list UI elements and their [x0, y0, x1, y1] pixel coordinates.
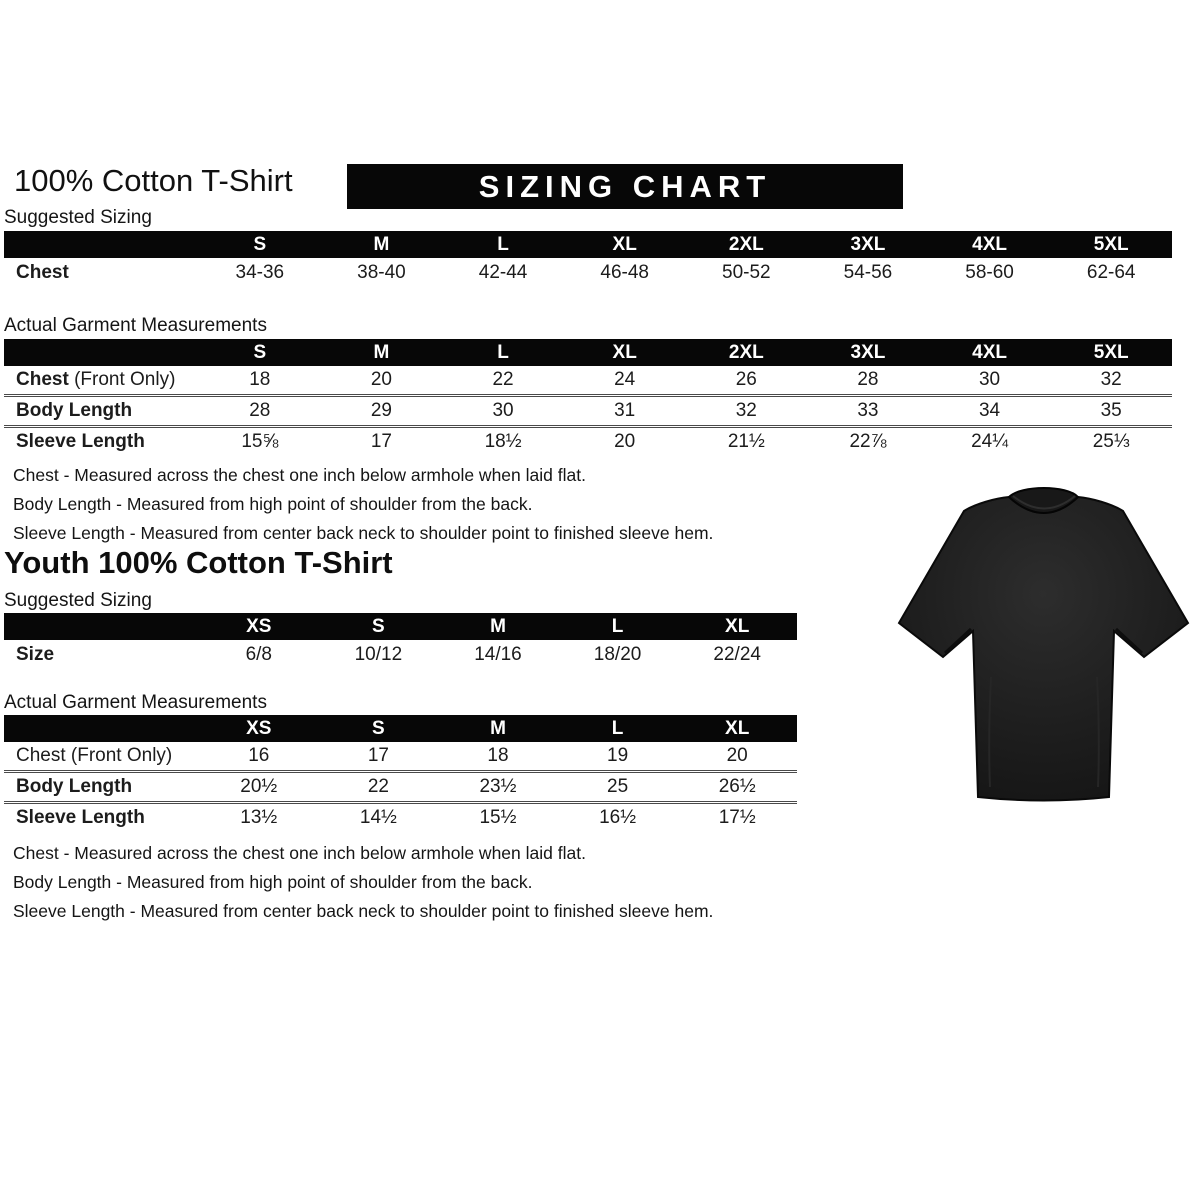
adult-actual-measurements-label: Actual Garment Measurements	[4, 315, 267, 336]
note-body-length: Body Length - Measured from high point of shoulder from the back.	[13, 494, 533, 514]
adult-actual-measurements-table	[4, 339, 1172, 456]
cell: 29	[321, 396, 443, 427]
cell: 16	[248, 745, 270, 766]
corner-cell	[4, 613, 199, 640]
cell: 28	[199, 396, 321, 427]
cell: 34-36	[235, 262, 285, 283]
cell: 26	[735, 369, 757, 390]
cell: 32	[1100, 369, 1122, 390]
table-row	[4, 258, 1172, 288]
column-header: M	[438, 613, 558, 640]
table-header-row	[4, 231, 1172, 258]
table-row-sleeve-length	[4, 803, 797, 833]
column-header: 3XL	[807, 339, 929, 366]
sizing-chart-banner	[347, 164, 903, 209]
corner-cell	[4, 339, 199, 366]
cell: 20½	[199, 772, 319, 803]
column-header: XL	[677, 715, 797, 742]
cell: 22/24	[713, 644, 761, 665]
cell: 20	[726, 745, 748, 766]
cell: 15½	[438, 803, 558, 833]
note-sleeve-length: Sleeve Length - Measured from center back neck to shoulder point to finished sleeve hem.	[13, 901, 714, 921]
cell: 21½	[686, 427, 808, 457]
youth-measurement-notes	[13, 839, 713, 926]
cell: 19	[607, 745, 629, 766]
note-chest: Chest - Measured across the chest one inch below armhole when laid flat.	[13, 465, 586, 485]
tshirt-body	[899, 497, 1188, 801]
row-label: Chest	[16, 262, 69, 283]
table-row-body-length	[4, 772, 797, 803]
table-header-row	[4, 339, 1172, 366]
cell: 22	[319, 772, 439, 803]
column-header: XS	[199, 613, 319, 640]
corner-cell	[4, 231, 199, 258]
cell: 17	[367, 745, 389, 766]
youth-suggested-sizing-label: Suggested Sizing	[4, 590, 152, 611]
cell: 25	[558, 772, 678, 803]
cell: 26½	[677, 772, 797, 803]
column-header: 2XL	[686, 231, 808, 258]
cell: 24	[614, 369, 636, 390]
cell: 14/16	[474, 644, 522, 665]
cell: 25⅓	[1050, 427, 1172, 457]
row-label: Sleeve Length	[4, 803, 199, 833]
youth-actual-measurements-table	[4, 715, 797, 832]
column-header: L	[558, 613, 678, 640]
note-chest: Chest - Measured across the chest one inch below armhole when laid flat.	[13, 843, 586, 863]
adult-title: 100% Cotton T-Shirt	[14, 163, 293, 198]
column-header: 4XL	[929, 231, 1051, 258]
table-row-chest	[4, 742, 797, 772]
cell: 18½	[442, 427, 564, 457]
cell: 28	[857, 369, 879, 390]
cell: 46-48	[600, 262, 649, 283]
column-header: XL	[677, 613, 797, 640]
cell: 62-64	[1086, 262, 1136, 283]
column-header: M	[321, 231, 443, 258]
table-header-row	[4, 715, 797, 742]
column-header: 3XL	[807, 231, 929, 258]
cell: 6/8	[245, 644, 272, 665]
column-header: M	[321, 339, 443, 366]
column-header: L	[558, 715, 678, 742]
note-body-length: Body Length - Measured from high point of shoulder from the back.	[13, 872, 533, 892]
cell: 38-40	[357, 262, 406, 283]
cell: 23½	[438, 772, 558, 803]
cell: 30	[978, 369, 1001, 390]
adult-suggested-sizing-table	[4, 231, 1172, 288]
cell: 14½	[319, 803, 439, 833]
youth-actual-measurements-label: Actual Garment Measurements	[4, 692, 267, 713]
row-label: Sleeve Length	[4, 427, 199, 457]
row-label: Body Length	[4, 396, 199, 427]
cell: 15⅝	[199, 427, 321, 457]
adult-suggested-sizing-label: Suggested Sizing	[4, 207, 152, 228]
note-sleeve-length: Sleeve Length - Measured from center back neck to shoulder point to finished sleeve hem.	[13, 523, 714, 543]
column-header: 4XL	[929, 339, 1051, 366]
cell: 24¼	[929, 427, 1051, 457]
youth-suggested-sizing-table	[4, 613, 797, 670]
youth-title: Youth 100% Cotton T-Shirt	[4, 545, 393, 580]
cell: 50-52	[722, 262, 771, 283]
cell: 35	[1050, 396, 1172, 427]
cell: 17½	[677, 803, 797, 833]
column-header: S	[199, 231, 321, 258]
adult-measurement-notes	[13, 461, 713, 548]
cell: 22⅞	[807, 427, 929, 457]
cell: 22	[492, 369, 514, 390]
cell: 54-56	[843, 262, 893, 283]
cell: 20	[370, 369, 392, 390]
cell: 17	[321, 427, 443, 457]
column-header: L	[442, 339, 564, 366]
column-header: S	[319, 715, 439, 742]
column-header: XL	[564, 339, 686, 366]
cell: 31	[564, 396, 686, 427]
tshirt-image	[891, 477, 1197, 807]
cell: 32	[686, 396, 808, 427]
table-row-size	[4, 640, 797, 670]
sizing-chart-banner-label: SIZING CHART	[478, 168, 772, 204]
column-header: L	[442, 231, 564, 258]
cell: 33	[807, 396, 929, 427]
table-row-body-length	[4, 396, 1172, 427]
cell: 18	[487, 745, 509, 766]
column-header: XS	[199, 715, 319, 742]
column-header: XL	[564, 231, 686, 258]
column-header: M	[438, 715, 558, 742]
cell: 58-60	[965, 262, 1014, 283]
cell: 30	[442, 396, 564, 427]
column-header: 2XL	[686, 339, 808, 366]
cell: 13½	[199, 803, 319, 833]
column-header: 5XL	[1050, 231, 1172, 258]
cell: 16½	[558, 803, 678, 833]
corner-cell	[4, 715, 199, 742]
cell: 42-44	[478, 262, 528, 283]
column-header: S	[199, 339, 321, 366]
row-label: Chest (Front Only)	[16, 369, 176, 390]
column-header: 5XL	[1050, 339, 1172, 366]
cell: 18/20	[593, 644, 642, 665]
row-label: Size	[16, 644, 55, 665]
table-row-sleeve-length	[4, 427, 1172, 457]
column-header: S	[319, 613, 439, 640]
table-row-chest	[4, 366, 1172, 396]
row-label: Body Length	[4, 772, 199, 803]
cell: 10/12	[354, 644, 403, 665]
table-header-row	[4, 613, 797, 640]
cell: 34	[929, 396, 1051, 427]
cell: 20	[564, 427, 686, 457]
row-label: Chest (Front Only)	[16, 745, 173, 766]
cell: 18	[249, 369, 271, 390]
